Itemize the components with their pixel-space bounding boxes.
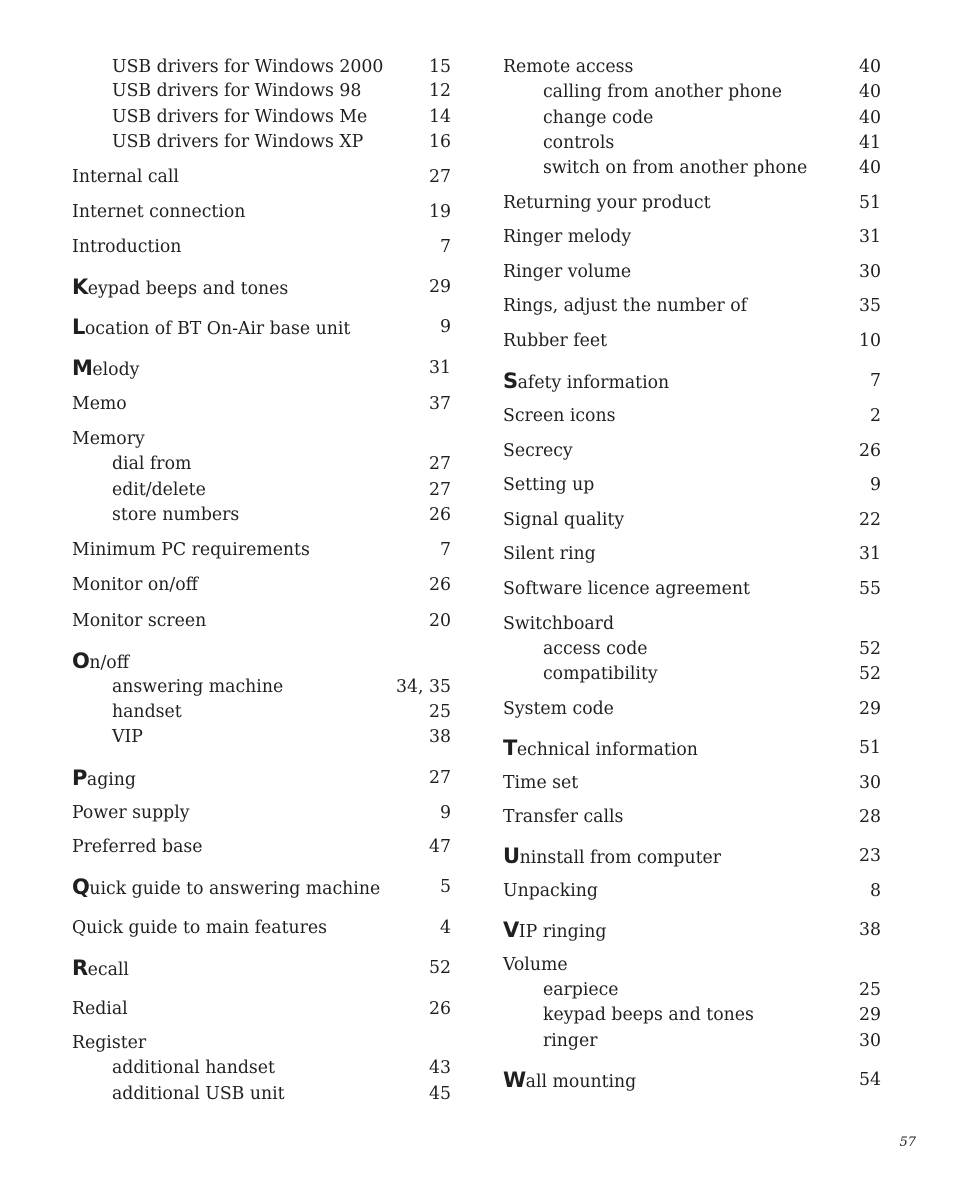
entry-term: [112, 1055, 275, 1081]
entry-term-text: additional USB unit: [112, 1084, 285, 1104]
section-initial-letter: O: [72, 649, 90, 673]
index-subentry: [503, 105, 881, 131]
entry-page-number: 8: [870, 881, 881, 901]
index-entry: [72, 572, 451, 598]
entry-term: [72, 355, 139, 383]
entry-term: [72, 1030, 146, 1056]
index-subentry: [72, 78, 451, 104]
entry-page-number: 16: [429, 132, 451, 152]
entry-term-text: Ringer melody: [503, 227, 632, 247]
index-entry: [503, 770, 881, 796]
index-entry: [72, 164, 451, 190]
entry-term-text: elody: [92, 360, 140, 380]
entry-term: [112, 724, 143, 750]
entry-page-number: 31: [859, 227, 881, 247]
entry-term: [112, 129, 363, 155]
entry-page-number: 30: [859, 1031, 881, 1051]
entry-term-text: aging: [86, 770, 136, 790]
entry-term: [112, 1081, 285, 1107]
entry-term: [503, 507, 624, 533]
entry-term-text: Monitor screen: [72, 611, 207, 631]
entry-page-number: 52: [859, 639, 881, 659]
entry-term-text: USB drivers for Windows 98: [112, 81, 362, 101]
entry-term-text: Introduction: [72, 237, 182, 257]
index-entry: [72, 391, 451, 417]
entry-page-number: 25: [859, 980, 881, 1000]
entry-term: [72, 765, 136, 793]
entry-page-number: 14: [429, 107, 451, 127]
index-subentry: [72, 1055, 451, 1081]
section-initial-letter: S: [503, 369, 518, 393]
entry-page-number: 29: [859, 1005, 881, 1025]
entry-term: [112, 477, 206, 503]
entry-term: [503, 1067, 636, 1095]
entry-page-number: 40: [859, 158, 881, 178]
entry-term: [503, 735, 698, 763]
entry-page-number: 27: [429, 167, 451, 187]
index-subentry: [72, 477, 451, 503]
entry-term: [112, 699, 182, 725]
entry-page-number: 27: [429, 454, 451, 474]
entry-page-number: 26: [429, 575, 451, 595]
entry-term-text: Register: [72, 1033, 147, 1053]
entry-page-number: 51: [859, 193, 881, 213]
entry-term: [543, 130, 614, 156]
entry-term-text: dial from: [112, 454, 192, 474]
index-subentry: [72, 674, 451, 700]
index-entry: [72, 765, 451, 791]
entry-term: [503, 54, 633, 80]
entry-term: [503, 472, 594, 498]
entry-page-number: 9: [440, 803, 451, 823]
entry-term: [112, 78, 361, 104]
entry-term-text: Internal call: [72, 167, 179, 187]
entry-page-number: 38: [859, 920, 881, 940]
index-entry: [503, 696, 881, 722]
entry-term-text: controls: [543, 133, 615, 153]
entry-term: [72, 537, 310, 563]
section-initial-letter: L: [72, 315, 85, 339]
entry-term: [112, 104, 367, 130]
section-initial-letter: Q: [72, 875, 90, 899]
entry-page-number: 38: [429, 727, 451, 747]
entry-term-text: Setting up: [503, 475, 595, 495]
entry-page-number: 10: [859, 331, 881, 351]
entry-page-number: 26: [859, 441, 881, 461]
section-initial-letter: R: [72, 956, 88, 980]
entry-page-number: 28: [859, 807, 881, 827]
entry-page-number: 40: [859, 57, 881, 77]
entry-page-number: 52: [429, 958, 451, 978]
entry-term-text: Monitor on/off: [72, 575, 198, 595]
index-entry: [72, 834, 451, 860]
index-subentry: [503, 155, 881, 181]
section-initial-letter: K: [72, 275, 88, 299]
entry-term-text: Quick guide to main features: [72, 918, 328, 938]
index-subentry: [503, 130, 881, 156]
entry-term-text: Remote access: [503, 57, 634, 77]
entry-term: [503, 224, 631, 250]
entry-page-number: 23: [859, 846, 881, 866]
entry-term: [503, 696, 614, 722]
entry-page-number: 27: [429, 768, 451, 788]
index-entry: [503, 438, 881, 464]
entry-term-text: switch on from another phone: [543, 158, 808, 178]
index-entry: [503, 54, 881, 80]
index-entry: [72, 1030, 451, 1056]
entry-term: [72, 391, 127, 417]
entry-term: [543, 636, 648, 662]
entry-term-text: Switchboard: [503, 614, 615, 634]
entry-page-number: 22: [859, 510, 881, 530]
entry-page-number: 9: [870, 475, 881, 495]
entry-term: [543, 1028, 597, 1054]
index-entry: [72, 800, 451, 826]
entry-term: [503, 917, 606, 945]
entry-term-text: IP ringing: [518, 922, 607, 942]
entry-term: [72, 314, 350, 342]
index-entry: [503, 576, 881, 602]
entry-page-number: 35: [859, 296, 881, 316]
entry-page-number: 40: [859, 108, 881, 128]
entry-term: [543, 79, 782, 105]
entry-term: [543, 977, 619, 1003]
entry-term-text: additional handset: [112, 1058, 275, 1078]
entry-page-number: 31: [859, 544, 881, 564]
section-initial-letter: P: [72, 766, 87, 790]
entry-page-number: 7: [440, 540, 451, 560]
entry-term-text: Screen icons: [503, 406, 616, 426]
entry-page-number: 9: [440, 317, 451, 337]
entry-term-text: echnical information: [516, 740, 698, 760]
entry-page-number: 12: [429, 81, 451, 101]
entry-term-text: afety information: [517, 373, 670, 393]
entry-term-text: USB drivers for Windows XP: [112, 132, 364, 152]
entry-term-text: Returning your product: [503, 193, 711, 213]
entry-term-text: Signal quality: [503, 510, 625, 530]
index-subentry: [72, 724, 451, 750]
index-entry: [72, 426, 451, 452]
index-entry: [503, 952, 881, 978]
index-entry: [72, 199, 451, 225]
entry-page-number: 31: [429, 358, 451, 378]
entry-term: [72, 426, 145, 452]
index-entry: [72, 648, 451, 674]
entry-term: [503, 190, 711, 216]
entry-page-number: 29: [859, 699, 881, 719]
entry-term-text: Transfer calls: [503, 807, 624, 827]
index-subentry: [72, 699, 451, 725]
section-initial-letter: U: [503, 844, 520, 868]
entry-term: [72, 915, 327, 941]
section-initial-letter: M: [72, 356, 93, 380]
entry-term-text: calling from another phone: [543, 82, 783, 102]
section-initial-letter: W: [503, 1068, 526, 1092]
entry-term-text: Memo: [72, 394, 127, 414]
index-entry: [503, 804, 881, 830]
index-entry: [503, 507, 881, 533]
index-subentry: [503, 1028, 881, 1054]
entry-term: [72, 274, 288, 302]
index-entry: [503, 541, 881, 567]
entry-term: [72, 834, 203, 860]
index-subentry: [503, 636, 881, 662]
entry-term: [72, 164, 179, 190]
index-entry: [503, 403, 881, 429]
entry-term: [503, 541, 596, 567]
index-entry: [72, 234, 451, 260]
entry-page-number: 2: [870, 406, 881, 426]
entry-term-text: compatibility: [543, 664, 658, 684]
entry-term: [503, 952, 568, 978]
entry-term-text: Ringer volume: [503, 262, 632, 282]
entry-term-text: keypad beeps and tones: [543, 1005, 754, 1025]
entry-term-text: store numbers: [112, 505, 240, 525]
entry-term: [503, 770, 578, 796]
entry-page-number: 5: [440, 877, 451, 897]
entry-term: [543, 105, 653, 131]
entry-page-number: 54: [859, 1070, 881, 1090]
entry-page-number: 29: [429, 277, 451, 297]
entry-term-text: Unpacking: [503, 881, 598, 901]
entry-term-text: ringer: [543, 1031, 598, 1051]
entry-page-number: 30: [859, 262, 881, 282]
entry-page-number: 51: [859, 738, 881, 758]
entry-term: [72, 874, 380, 902]
entry-page-number: 26: [429, 999, 451, 1019]
index-subentry: [503, 79, 881, 105]
entry-term: [503, 878, 598, 904]
entry-page-number: 43: [429, 1058, 451, 1078]
entry-term-text: VIP: [112, 727, 143, 747]
section-initial-letter: T: [503, 736, 517, 760]
entry-term: [503, 804, 623, 830]
entry-term: [503, 611, 614, 637]
entry-page-number: 7: [870, 371, 881, 391]
entry-term-text: Minimum PC requirements: [72, 540, 310, 560]
entry-page-number: 52: [859, 664, 881, 684]
index-entry: [72, 874, 451, 900]
entry-page-number: 47: [429, 837, 451, 857]
entry-page-number: 45: [429, 1084, 451, 1104]
entry-page-number: 37: [429, 394, 451, 414]
entry-term: [503, 328, 607, 354]
entry-term-text: Volume: [503, 955, 568, 975]
entry-term-text: answering machine: [112, 677, 284, 697]
index-entry: [503, 843, 881, 869]
entry-term: [72, 955, 129, 983]
entry-page-number: 7: [440, 237, 451, 257]
index-entry: [503, 611, 881, 637]
index-entry: [503, 224, 881, 250]
index-subentry: [503, 977, 881, 1003]
section-initial-letter: V: [503, 918, 519, 942]
entry-term: [503, 368, 669, 396]
index-entry: [72, 355, 451, 381]
index-subentry: [72, 451, 451, 477]
entry-term: [72, 648, 129, 676]
entry-term: [72, 572, 198, 598]
index-entry: [72, 996, 451, 1022]
entry-term-text: Power supply: [72, 803, 190, 823]
entry-term-text: n/off: [89, 653, 129, 673]
entry-term-text: ninstall from computer: [519, 848, 722, 868]
entry-term-text: uick guide to answering machine: [89, 879, 381, 899]
entry-term-text: Memory: [72, 429, 145, 449]
entry-term: [112, 502, 239, 528]
index-entry: [72, 955, 451, 981]
index-entry: [503, 328, 881, 354]
index-entry: [503, 917, 881, 943]
entry-term: [543, 661, 658, 687]
index-entry: [72, 608, 451, 634]
entry-page-number: 25: [429, 702, 451, 722]
index-entry: [503, 472, 881, 498]
index-subentry: [503, 1002, 881, 1028]
entry-term-text: Silent ring: [503, 544, 596, 564]
entry-term-text: eypad beeps and tones: [87, 279, 289, 299]
entry-term: [112, 674, 283, 700]
entry-term-text: System code: [503, 699, 614, 719]
entry-page-number: 4: [440, 918, 451, 938]
index-subentry: [72, 129, 451, 155]
entry-page-number: 41: [859, 133, 881, 153]
entry-term: [112, 451, 191, 477]
entry-page-number: 30: [859, 773, 881, 793]
index-entry: [503, 368, 881, 394]
index-subentry: [72, 54, 451, 80]
entry-page-number: 15: [429, 57, 451, 77]
index-entry: [72, 915, 451, 941]
entry-page-number: 19: [429, 202, 451, 222]
entry-term: [112, 54, 383, 80]
entry-term: [503, 576, 750, 602]
entry-term-text: Rubber feet: [503, 331, 608, 351]
index-entry: [503, 259, 881, 285]
page-number: 57: [899, 1135, 916, 1150]
entry-term-text: Time set: [503, 773, 579, 793]
index-entry: [503, 735, 881, 761]
index-entry: [72, 314, 451, 340]
entry-term: [72, 608, 206, 634]
index-entry: [503, 1067, 881, 1093]
entry-term: [503, 438, 573, 464]
entry-term-text: Rings, adjust the number of: [503, 296, 748, 316]
entry-term-text: ecall: [87, 960, 129, 980]
index-entry: [503, 878, 881, 904]
entry-term: [72, 800, 190, 826]
entry-page-number: 34, 35: [396, 677, 451, 697]
index-subentry: [72, 1081, 451, 1107]
index-entry: [72, 537, 451, 563]
entry-term: [543, 155, 807, 181]
index-entry: [503, 293, 881, 319]
entry-page-number: 55: [859, 579, 881, 599]
entry-term-text: access code: [543, 639, 648, 659]
entry-term-text: earpiece: [543, 980, 619, 1000]
entry-term-text: handset: [112, 702, 182, 722]
entry-term: [72, 996, 128, 1022]
entry-term-text: all mounting: [525, 1072, 637, 1092]
index-entry: [72, 274, 451, 300]
entry-term: [503, 259, 631, 285]
entry-term-text: Software licence agreement: [503, 579, 750, 599]
entry-term-text: edit/delete: [112, 480, 206, 500]
entry-term: [72, 234, 181, 260]
index-subentry: [72, 502, 451, 528]
entry-page-number: 20: [429, 611, 451, 631]
entry-term-text: Preferred base: [72, 837, 203, 857]
entry-term: [503, 403, 615, 429]
entry-term-text: USB drivers for Windows 2000: [112, 57, 384, 77]
entry-term-text: Redial: [72, 999, 128, 1019]
entry-term-text: change code: [543, 108, 654, 128]
entry-page-number: 27: [429, 480, 451, 500]
entry-term-text: USB drivers for Windows Me: [112, 107, 368, 127]
entry-term: [503, 293, 747, 319]
entry-term: [72, 199, 245, 225]
entry-term-text: Secrecy: [503, 441, 573, 461]
index-entry: [503, 190, 881, 216]
index-subentry: [72, 104, 451, 130]
entry-term: [503, 843, 721, 871]
entry-term: [543, 1002, 754, 1028]
index-subentry: [503, 661, 881, 687]
entry-term-text: Internet connection: [72, 202, 246, 222]
entry-page-number: 26: [429, 505, 451, 525]
entry-term-text: ocation of BT On-Air base unit: [84, 319, 351, 339]
entry-page-number: 40: [859, 82, 881, 102]
